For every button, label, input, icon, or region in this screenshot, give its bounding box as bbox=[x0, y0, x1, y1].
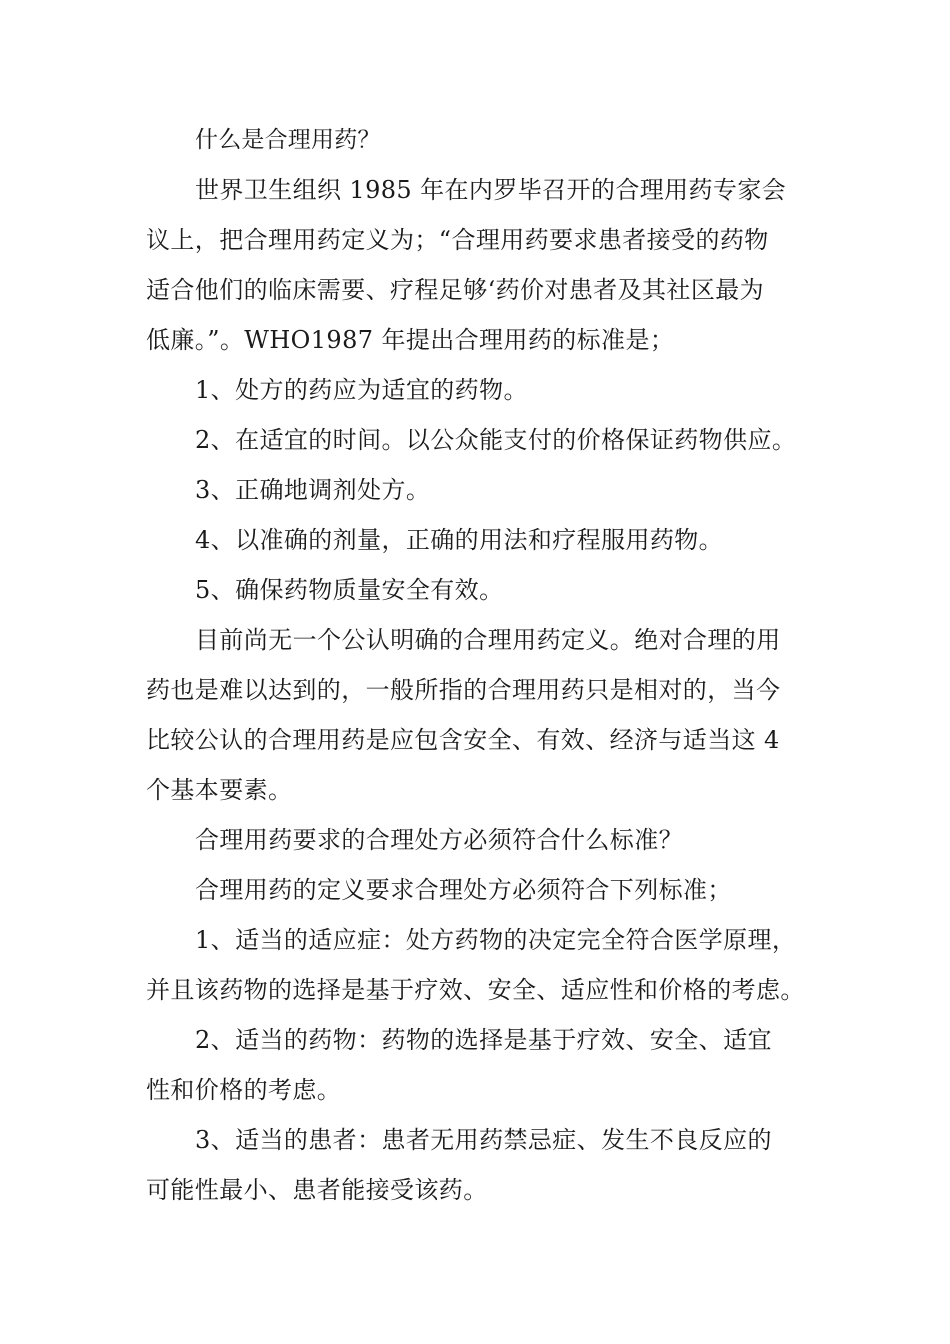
text-line: 比较公认的合理用药是应包含安全、有效、经济与适当这 4 bbox=[146, 726, 780, 754]
section-heading: 什么是合理用药？ bbox=[195, 127, 381, 153]
text-line: 5、确保药物质量安全有效。 bbox=[195, 576, 504, 604]
text-line: 药也是难以达到的，一般所指的合理用药只是相对的，当今 bbox=[146, 676, 781, 704]
text-line: 1、适当的适应症：处方药物的决定完全符合医学原理， bbox=[195, 926, 797, 954]
text-line: 个基本要素。 bbox=[146, 776, 293, 804]
text-line: 合理用药要求的合理处方必须符合什么标准？ bbox=[195, 826, 683, 854]
text-line: 并且该药物的选择是基于疗效、安全、适应性和价格的考虑。 bbox=[146, 976, 805, 1004]
text-line: 4、以准确的剂量，正确的用法和疗程服用药物。 bbox=[195, 526, 724, 554]
text-line: 议上，把合理用药定义为；“合理用药要求患者接受的药物 bbox=[146, 226, 769, 254]
text-line: 低廉。”。WHO1987 年提出合理用药的标准是； bbox=[146, 326, 675, 354]
text-line: 3、正确地调剂处方。 bbox=[195, 476, 431, 504]
document-body bbox=[146, 165, 810, 1215]
text-line: 性和价格的考虑。 bbox=[146, 1076, 342, 1104]
document-page bbox=[146, 115, 810, 1215]
text-line: 适合他们的临床需要、疗程足够‘药价对患者及其社区最为 bbox=[146, 276, 765, 304]
text-line: 合理用药的定义要求合理处方必须符合下列标准； bbox=[195, 876, 732, 904]
text-line: 2、在适宜的时间。以公众能支付的价格保证药物供应。 bbox=[195, 426, 797, 454]
text-line: 1、处方的药应为适宜的药物。 bbox=[195, 376, 528, 404]
text-line: 目前尚无一个公认明确的合理用药定义。绝对合理的用 bbox=[195, 626, 781, 654]
text-line: 可能性最小、患者能接受该药。 bbox=[146, 1176, 488, 1204]
text-line: 世界卫生组织 1985 年在内罗毕召开的合理用药专家会 bbox=[195, 176, 787, 204]
text-line: 3、适当的患者：患者无用药禁忌症、发生不良反应的 bbox=[195, 1126, 772, 1154]
text-line: 2、适当的药物：药物的选择是基于疗效、安全、适宜 bbox=[195, 1026, 772, 1054]
